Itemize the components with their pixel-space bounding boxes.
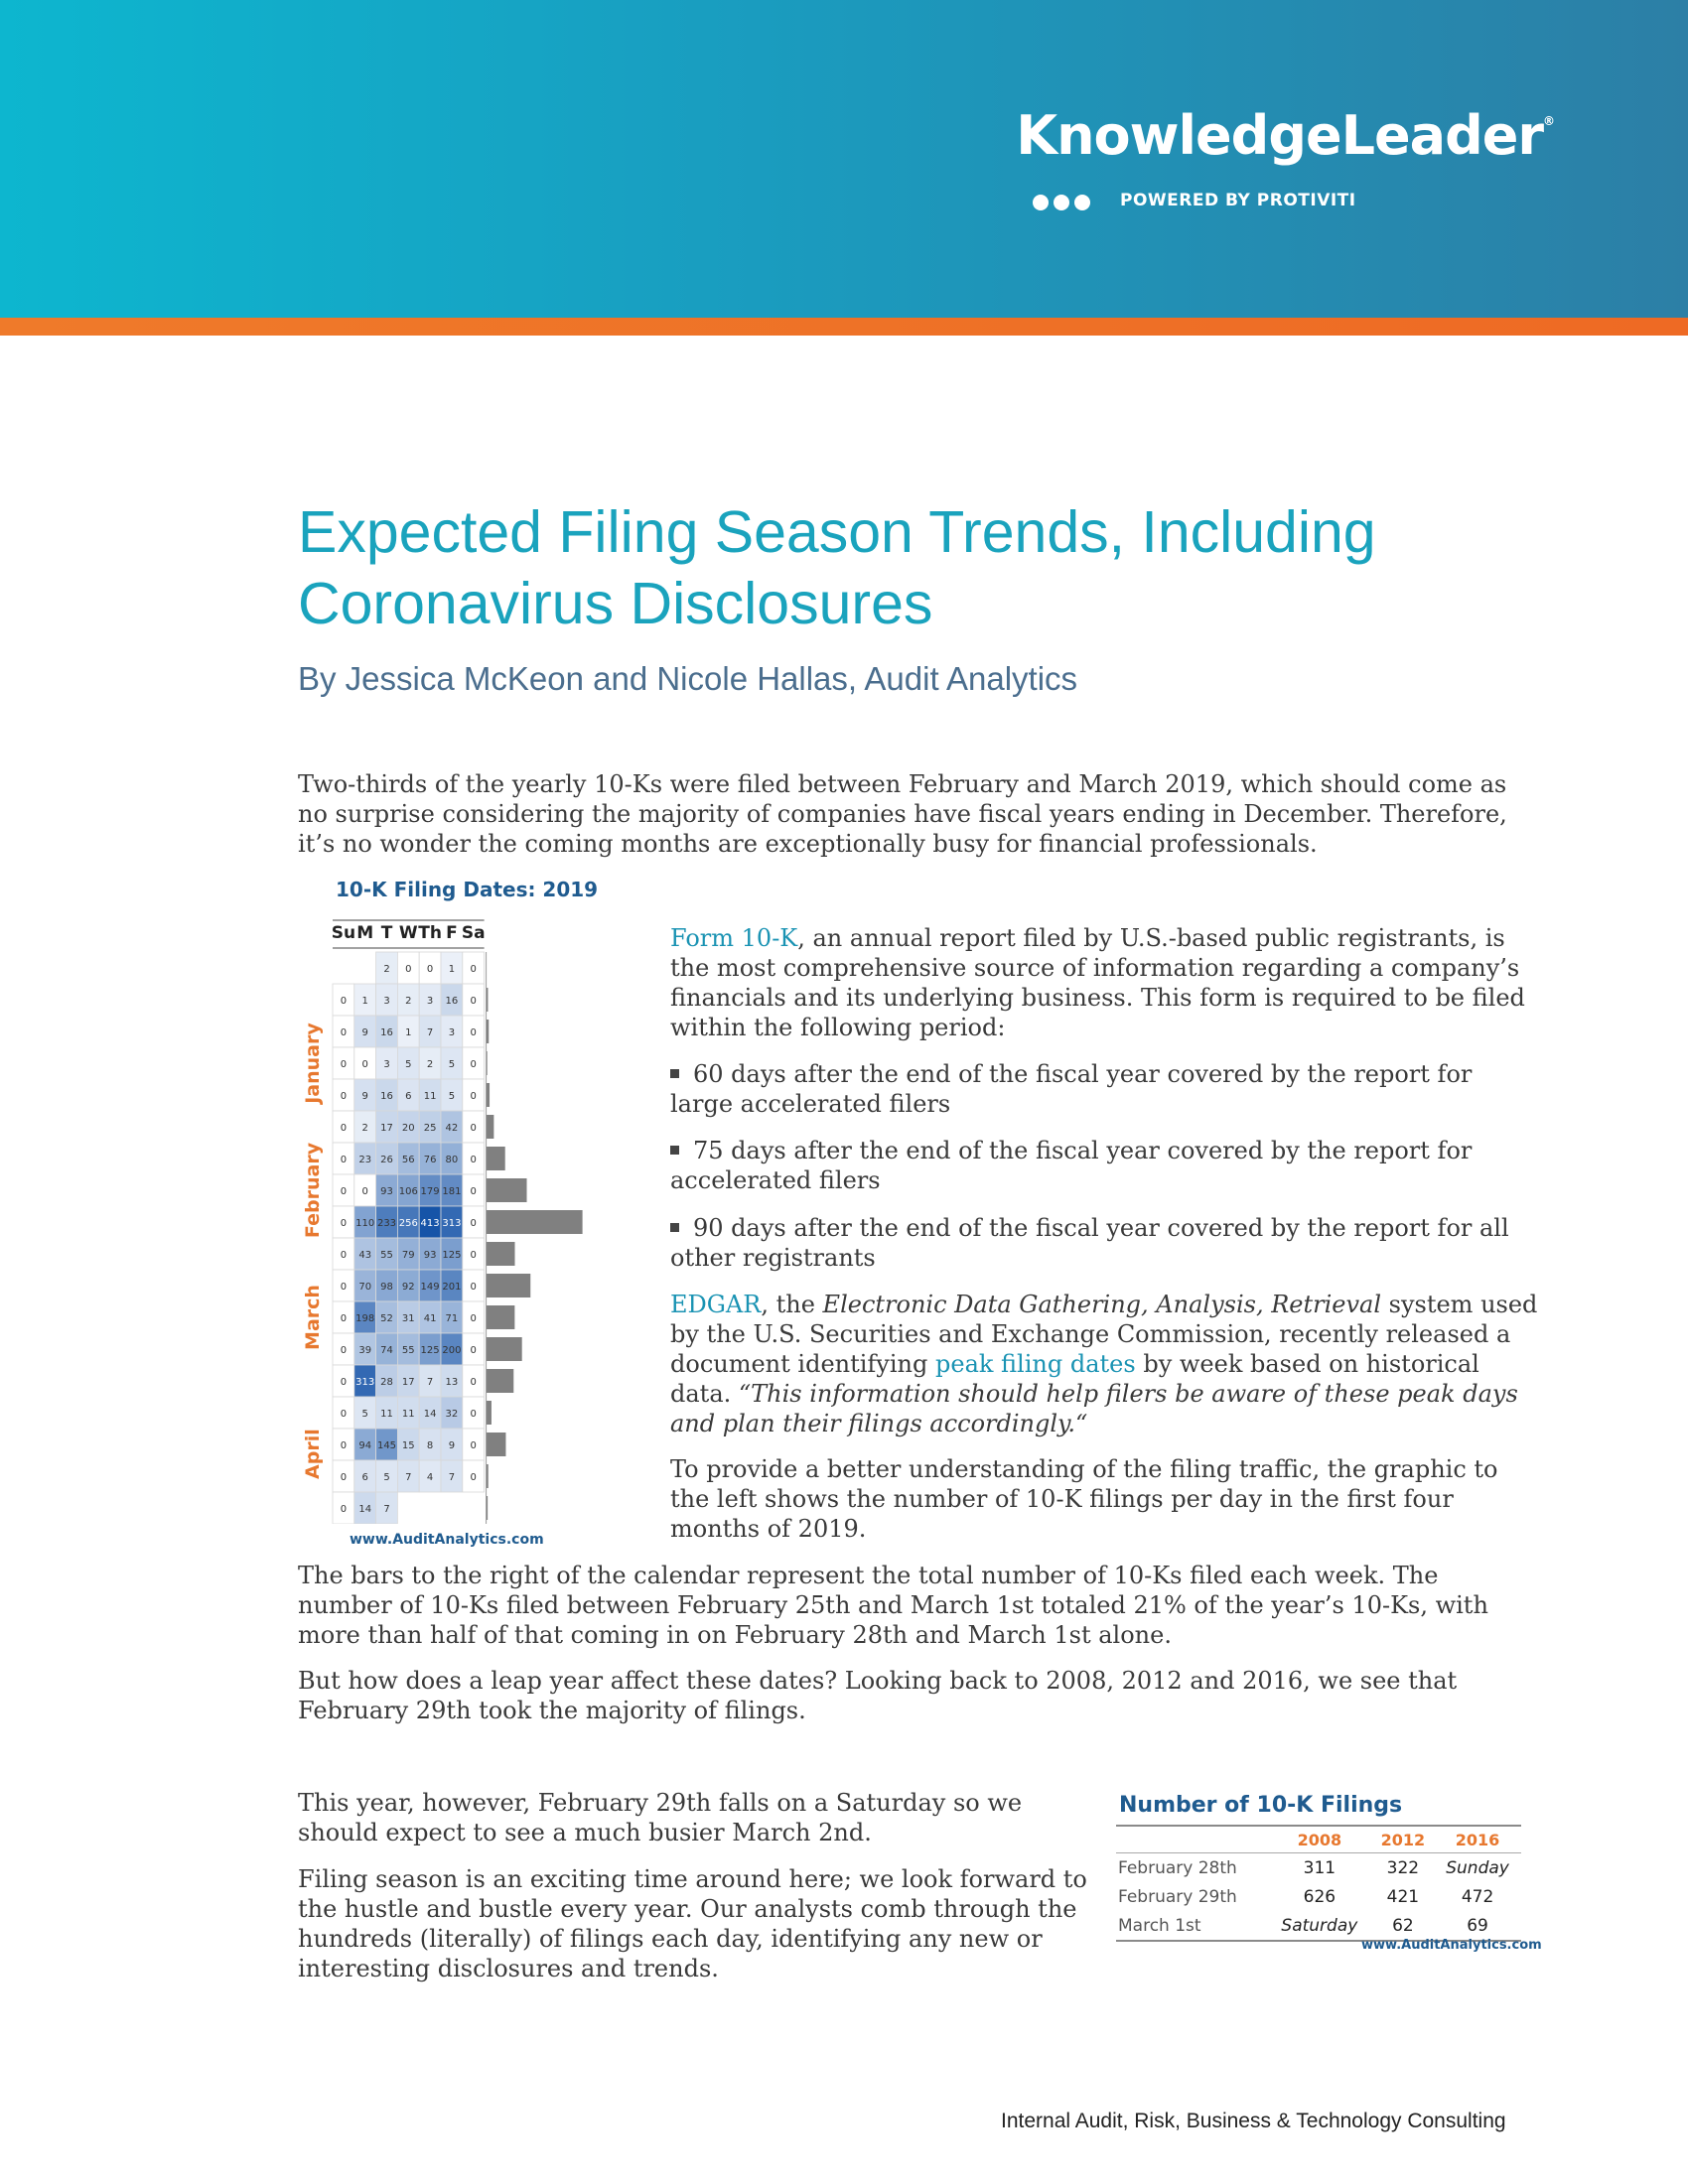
row-label: February 29th: [1118, 1886, 1237, 1907]
filings-table-source-url: www.AuditAnalytics.com: [1361, 1938, 1542, 1953]
form-10k-text: , an annual report filed by U.S.-based public registrants, is the most comprehensive source of information regarding a company’s financials and its underlying business. This form is required to be filed within the following period:: [670, 924, 1525, 1041]
month-label: February: [302, 1142, 324, 1239]
provide-paragraph: To provide a better understanding of the filing traffic, the graphic to the left shows the number of 10-K filings per day in the first four months of 2019.: [670, 1455, 1498, 1543]
calendar-value: 0: [470, 1123, 477, 1134]
weekly-total-bar: [487, 1242, 515, 1266]
calendar-value: 16: [445, 996, 459, 1007]
calendar-value: 200: [442, 1345, 462, 1356]
peak-filing-dates-link[interactable]: peak filing dates: [935, 1350, 1136, 1378]
calendar-value: 0: [340, 1186, 348, 1197]
calendar-value: 5: [448, 1091, 456, 1102]
calendar-value: 79: [401, 1250, 415, 1261]
calendar-value: 0: [340, 1345, 348, 1356]
footer-text: Internal Audit, Risk, Business & Technology Consulting: [1001, 2110, 1506, 2132]
weekly-total-bar: [487, 1083, 490, 1107]
weekly-total-bar: [487, 1337, 522, 1361]
calendar-value: 181: [442, 1186, 462, 1197]
calendar-value: 106: [398, 1186, 418, 1197]
calendar-value: 413: [420, 1218, 440, 1229]
calendar-value: 2: [383, 964, 390, 975]
calendar-value: 52: [380, 1313, 393, 1324]
calendar-value: 23: [358, 1155, 372, 1165]
form-10k-link[interactable]: Form 10-K: [670, 924, 798, 952]
calendar-value: 3: [383, 996, 390, 1007]
weekly-total-bar: [487, 1178, 527, 1202]
calendar-value: 93: [423, 1250, 437, 1261]
calendar-value: 25: [423, 1123, 437, 1134]
calendar-value: 13: [445, 1377, 459, 1388]
day-header: M: [356, 923, 374, 943]
calendar-value: 1: [405, 1027, 412, 1038]
edgar-italic: Electronic Data Gathering, Analysis, Retrieval: [822, 1291, 1382, 1318]
bullet-text: 75 days after the end of the fiscal year covered by the report for accelerated filers: [670, 1137, 1473, 1194]
brand-logo: [1016, 104, 1554, 167]
calendar-value: 15: [401, 1440, 415, 1451]
table-cell: Saturday: [1267, 1911, 1372, 1941]
calendar-value: 31: [401, 1313, 415, 1324]
form-10k-paragraph: [670, 923, 1544, 1042]
calendar-value: 5: [448, 1059, 456, 1070]
calendar-value: 11: [401, 1409, 415, 1420]
weekly-total-bar: [487, 1433, 506, 1456]
month-label: April: [302, 1429, 324, 1479]
bullet-icon: [670, 1146, 679, 1155]
calendar-value: 70: [358, 1282, 372, 1293]
calendar-value: 2: [405, 996, 412, 1007]
calendar-value: 201: [442, 1282, 462, 1293]
calendar-value: 110: [355, 1218, 375, 1229]
calendar-value: 0: [470, 1218, 477, 1229]
calendar-value: 1: [448, 964, 456, 975]
calendar-value: 0: [470, 1027, 477, 1038]
bullet-item: [670, 1136, 1534, 1195]
calendar-value: 55: [401, 1345, 415, 1356]
edgar-quote: “This information should help filers be aware of these peak days and plan their filings accordingly.“: [670, 1380, 1518, 1437]
intro-paragraph: Two-thirds of the yearly 10-Ks were filed between February and March 2019, which should come as no surprise considering the majority of companies have fiscal years ending in December. Therefore, it’s no wonder the coming months are exceptionally busy for financial professionals.: [298, 770, 1507, 858]
table-cell: 421: [1386, 1886, 1420, 1907]
month-label: January: [302, 1023, 324, 1104]
calendar-value: 0: [340, 1472, 348, 1483]
row-label: March 1st: [1116, 1911, 1267, 1941]
calendar-value: 9: [448, 1440, 456, 1451]
calendar-value: 74: [380, 1345, 393, 1356]
calendar-value: 55: [380, 1250, 393, 1261]
calendar-value: 0: [340, 1218, 348, 1229]
bullet-text: 60 days after the end of the fiscal year covered by the report for large accelerated filers: [670, 1060, 1473, 1118]
calendar-value: 1: [361, 996, 368, 1007]
calendar-value: 145: [376, 1440, 397, 1451]
calendar-value: 17: [380, 1123, 393, 1134]
calendar-source-url: www.AuditAnalytics.com: [350, 1532, 544, 1548]
calendar-value: 16: [380, 1091, 393, 1102]
calendar-value: 0: [340, 1440, 348, 1451]
calendar-value: 0: [340, 1282, 348, 1293]
calendar-value: 76: [423, 1155, 437, 1165]
calendar-value: 14: [358, 1504, 372, 1515]
calendar-value: 2: [361, 1123, 368, 1134]
day-header: Sa: [461, 923, 486, 943]
calendar-value: 94: [358, 1440, 372, 1451]
edgar-text: , the: [761, 1291, 823, 1318]
edgar-text: system used by the U.S. Securities and Exchange Commission, recently released a document identifying: [670, 1291, 1538, 1378]
calendar-value: 0: [426, 964, 434, 975]
brand-dots-icon: [1033, 195, 1095, 214]
calendar-value: 7: [405, 1472, 412, 1483]
filings-table: [1116, 1825, 1521, 1942]
weekly-total-bar: [487, 1401, 492, 1425]
table-header-year: 2016: [1434, 1826, 1521, 1853]
accent-bar: [0, 318, 1688, 336]
calendar-value: 125: [420, 1345, 440, 1356]
calendar-value: 7: [426, 1027, 434, 1038]
calendar-value: 11: [380, 1409, 393, 1420]
table-cell: 62: [1372, 1911, 1434, 1941]
saturday-paragraph: This year, however, February 29th falls on a Saturday so we should expect to see a much busier March 2nd.: [298, 1789, 1023, 1846]
weekly-total-bar: [487, 1369, 514, 1393]
calendar-value: 0: [470, 996, 477, 1007]
bullet-text: 90 days after the end of the fiscal year covered by the report for all other registrants: [670, 1214, 1509, 1272]
leap-year-paragraph: But how does a leap year affect these dates? Looking back to 2008, 2012 and 2016, we see that February 29th took the majority of filings.: [298, 1667, 1458, 1724]
calendar-value: 8: [426, 1440, 434, 1451]
brand-tagline: POWERED BY PROTIVITI: [1120, 191, 1356, 210]
calendar-value: 0: [470, 964, 477, 975]
table-cell: 311: [1303, 1857, 1336, 1878]
filings-table-title: Number of 10-K Filings: [1119, 1793, 1403, 1818]
calendar-value: 0: [470, 1155, 477, 1165]
calendar-value: 256: [398, 1218, 418, 1229]
calendar-value: 7: [383, 1504, 390, 1515]
weekly-total-bar: [487, 1147, 505, 1170]
calendar-value: 3: [383, 1059, 390, 1070]
calendar-value: 7: [426, 1377, 434, 1388]
calendar-value: 0: [470, 1345, 477, 1356]
calendar-value: 125: [442, 1250, 462, 1261]
row-label: February 28th: [1118, 1857, 1237, 1878]
calendar-value: 0: [340, 1313, 348, 1324]
calendar-value: 0: [340, 1155, 348, 1165]
table-header-year: 2008: [1267, 1826, 1372, 1853]
calendar-value: 0: [361, 1186, 368, 1197]
calendar-value: 43: [358, 1250, 372, 1261]
calendar-value: 5: [383, 1472, 390, 1483]
table-cell: 472: [1461, 1886, 1494, 1907]
calendar-value: 80: [445, 1155, 459, 1165]
calendar-value: 0: [340, 1059, 348, 1070]
weekly-total-bar: [487, 1115, 494, 1139]
calendar-value: 0: [470, 1313, 477, 1324]
table-row: [1116, 1853, 1521, 1883]
title-line-2: Coronavirus Disclosures: [298, 571, 933, 636]
calendar-value: 9: [361, 1091, 368, 1102]
calendar-value: 17: [401, 1377, 415, 1388]
calendar-value: 0: [470, 1472, 477, 1483]
bullet-icon: [670, 1069, 679, 1078]
edgar-paragraph: [670, 1290, 1544, 1438]
calendar-value: 0: [340, 1377, 348, 1388]
calendar-value: 0: [340, 1091, 348, 1102]
calendar-value: 0: [470, 1282, 477, 1293]
day-header: F: [446, 923, 458, 943]
weekly-total-bar: [487, 1274, 531, 1297]
calendar-value: 0: [340, 996, 348, 1007]
table-header-year: 2012: [1372, 1826, 1434, 1853]
calendar-value: 28: [380, 1377, 393, 1388]
month-label: March: [302, 1285, 324, 1350]
calendar-value: 6: [405, 1091, 412, 1102]
calendar-value: 71: [445, 1313, 459, 1324]
calendar-value: 3: [448, 1027, 456, 1038]
calendar-value: 92: [401, 1282, 415, 1293]
calendar-value: 233: [376, 1218, 397, 1229]
calendar-value: 149: [420, 1282, 440, 1293]
table-cell: 626: [1303, 1886, 1336, 1907]
table-header-empty: [1116, 1826, 1267, 1853]
calendar-title: 10-K Filing Dates: 2019: [336, 878, 599, 901]
calendar-value: 11: [423, 1091, 437, 1102]
byline: By Jessica McKeon and Nicole Hallas, Audit Analytics: [298, 660, 1078, 697]
calendar-value: 98: [380, 1282, 393, 1293]
calendar-chart: [293, 918, 650, 1524]
calendar-value: 2: [426, 1059, 434, 1070]
calendar-value: 0: [340, 1027, 348, 1038]
bars-paragraph: The bars to the right of the calendar represent the total number of 10-Ks filed each week. The number of 10-Ks filed between February 25th and March 1st totaled 21% of the year’s 10-Ks, with more than half of that coming in on February 28th and March 1st alone.: [298, 1562, 1488, 1649]
calendar-value: 0: [340, 1409, 348, 1420]
calendar-value: 20: [401, 1123, 415, 1134]
calendar-value: 0: [470, 1059, 477, 1070]
bullet-item: [670, 1213, 1534, 1273]
weekly-total-bar: [487, 1210, 583, 1234]
edgar-link[interactable]: EDGAR: [670, 1291, 762, 1318]
calendar-value: 0: [470, 1440, 477, 1451]
calendar-value: 5: [361, 1409, 368, 1420]
calendar-value: 198: [355, 1313, 375, 1324]
weekly-total-bar: [487, 1305, 515, 1329]
calendar-value: 14: [423, 1409, 437, 1420]
calendar-value: 56: [401, 1155, 415, 1165]
calendar-value: 4: [426, 1472, 434, 1483]
table-cell: 69: [1434, 1911, 1521, 1941]
bullet-item: [670, 1059, 1534, 1119]
calendar-value: 39: [358, 1345, 372, 1356]
calendar-value: 6: [361, 1472, 368, 1483]
calendar-value: 0: [470, 1409, 477, 1420]
calendar-value: 9: [361, 1027, 368, 1038]
exciting-paragraph: Filing season is an exciting time around here; we look forward to the hustle and bustle every year. Our analysts comb through the hundreds (literally) of filings each day, identifying any new or interesting disclosures and trends.: [298, 1865, 1087, 1982]
calendar-value: 0: [340, 1504, 348, 1515]
calendar-value: 93: [380, 1186, 393, 1197]
calendar-value: 0: [405, 964, 412, 975]
day-header: Th: [418, 923, 442, 943]
table-cell: 322: [1386, 1857, 1420, 1878]
calendar-value: 41: [423, 1313, 437, 1324]
calendar-value: 16: [380, 1027, 393, 1038]
edgar-text: by week based on historical data.: [670, 1350, 1479, 1408]
bullet-icon: [670, 1223, 679, 1232]
day-header: W: [398, 923, 418, 943]
calendar-value: 42: [445, 1123, 459, 1134]
brand-name: KnowledgeLeader: [1016, 104, 1543, 167]
calendar-value: 0: [470, 1186, 477, 1197]
table-row: [1116, 1882, 1521, 1911]
calendar-value: 7: [448, 1472, 456, 1483]
title-line-1: Expected Filing Season Trends, Including: [298, 499, 1376, 565]
calendar-value: 0: [361, 1059, 368, 1070]
calendar-value: 313: [355, 1377, 375, 1388]
calendar-value: 179: [420, 1186, 440, 1197]
table-row: [1116, 1911, 1521, 1941]
day-header: T: [380, 923, 393, 943]
page-title: [298, 496, 1489, 639]
calendar-value: 0: [470, 1250, 477, 1261]
calendar-value: 26: [380, 1155, 393, 1165]
calendar-value: 0: [470, 1091, 477, 1102]
calendar-value: 5: [405, 1059, 412, 1070]
table-cell: Sunday: [1446, 1857, 1509, 1878]
calendar-value: 313: [442, 1218, 462, 1229]
calendar-value: 0: [340, 1123, 348, 1134]
calendar-value: 0: [470, 1377, 477, 1388]
calendar-value: 3: [426, 996, 434, 1007]
day-header: Su: [331, 923, 356, 943]
brand-mark: ®: [1543, 114, 1554, 128]
calendar-value: 0: [340, 1250, 348, 1261]
calendar-value: 32: [445, 1409, 459, 1420]
